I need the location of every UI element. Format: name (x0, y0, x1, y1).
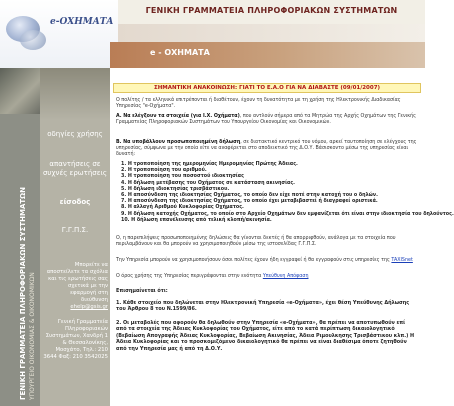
list-item: 5. Η δήλωση ιδιοκτησίας τρισβάστικου. (121, 186, 230, 192)
contact-info (42, 262, 108, 361)
changes-text: Ο, η παρεπιλήψεις προσωποποιημένης δηλώσεις θα γίνονται δεκτές ή θα απορριφθούν, ανάλογα με τα στοιχεία που περιλαμβάνουν και θα μπορούν να χρησιμοποιηθούν μέσω της ιστοσελίδας Γ.Γ.Π.Σ. (116, 236, 396, 248)
logo-text: e-ΟΧΗΜΑΤΑ (50, 17, 114, 27)
paragraph-b-rest: , σε διατακτικό κεντρικό του νόμου, αρκεί ταυτοποίηση σε ελέγχους της υπηρεσίας, σύμφωνα με την οποία είτε να αναφέρεται στο αποδεικτικό της Δ.Ο.Υ. Βάσισκοντο μέσω της υπηρεσίας είναι δυνατή: (116, 140, 417, 158)
paragraph-a-rest: , που αντλούν σήμερα από τα Μητρώα της Αρχής Οχημάτων της Γενικής Γραμματείας Πληροφοριακών Συστημάτων του Υπουργείου Οικονομίας και Οικονομικών. (116, 114, 416, 126)
service-options-list (121, 162, 454, 224)
list-item: 10. Η δήλωση επανέλευσης από τελική κλοπή/ακινησία. (121, 217, 272, 223)
sidebar-item-login[interactable]: είσοδος (59, 198, 91, 206)
contact-text: Μπορείτε να αποστείλετε τα σχόλια και τις ερωτήσεις σας σχετικά με την εφαρμογή στη διεύθυνση (46, 262, 108, 303)
list-item: 3. Η τροποποίηση του ποσοστού ιδιοκτησίας (121, 174, 244, 180)
list-item: 4. Η δήλωση μετέβασης του Οχήματος σε κατάσταση ακινησίας. (121, 180, 295, 186)
important-announcement-link[interactable]: ΣΗΜΑΝΤΙΚΗ ΑΝΑΚΟΙΝΩΣΗ: ΓΙΑΤΙ ΤΟ Ε.Α.Ο ΓΙΑ ΝΑ ΔΙΑΒΑΣΤΕ (09/01/2007) (113, 83, 421, 93)
note-1: 1. Κάθε στοιχείο που δηλώνεται στην Ηλεκτρονική Υπηρεσία «e-Οχήματα», έχει θέση Υπεύθυνης Δήλωσης του Άρθρου 8 του Ν.1599/86. (116, 300, 410, 313)
sidebar-item-instructions[interactable]: οδηγίες χρήσης (47, 130, 103, 138)
list-item: 2. Η τροποποίηση του αριθμού. (121, 168, 207, 174)
intro-text: Ο πολίτης / τα ελληνικά επιτρέπονται ή διαθέτουν, έχουν τη δυνατότητα με τη χρήση της Ηλεκτρονικής Διαδικασίας Υπηρεσίας "e-Οχήματα". (116, 98, 401, 110)
terms-text (116, 274, 418, 280)
header-photo (0, 68, 40, 114)
sidebar-header-image (40, 68, 110, 120)
sidebar-item-faq[interactable]: απαντήσεις σε συχνές ερωτήσεις (43, 160, 107, 177)
service-text-body: Την Υπηρεσία μπορούν να χρησιμοποιήσουν όσοι πολίτες έχουν ήδη εγγραφεί ή θα εγγραφούν στις υπηρεσίες της (116, 258, 390, 263)
terms-link[interactable]: Υπεύθυνη Απόφαση (262, 274, 309, 279)
globe-icon (20, 30, 46, 50)
list-item: 6. Η αποσύνδεση της ιδιοκτησίας Οχήματος, το οποίο δεν είχε ποτέ στην κατοχή του ο δηλών. (121, 193, 378, 199)
section-title: e - ΟΧΗΜΑΤΑ (150, 48, 210, 57)
banner-title: ΓΕΝΙΚΗ ΓΡΑΜΜΑΤΕΙΑ ΠΛΗΡΟΦΟΡΙΑΚΩΝ ΣΥΣΤΗΜΑΤΩΝ (145, 6, 398, 15)
taxisnet-link[interactable]: TAXISnet (391, 258, 413, 263)
list-item: 1. Η τροποποίηση της ημερομηνίας Ημερομηνίας Πρώτης Άδειας. (121, 162, 298, 167)
contact-address: Γενική Γραμματεία Πληροφοριακών Συστημάτων, Χανδρή 1 & Θεσσαλονίκης, Μοσχάτο, Τηλ.: 210 3644 Φαξ: 210 3542025 (43, 319, 108, 360)
sidebar-item-gsis[interactable]: Γ.Γ.Π.Σ. (61, 226, 89, 234)
note-label: Επισημαίνεται ότι: (116, 288, 168, 294)
logo[interactable] (0, 0, 118, 68)
contact-email-link[interactable]: ehelp@gsis.gr (70, 304, 108, 310)
note-2: 2. Οι μεταβολές που αφορούν θα δηλωθούν στην Υπηρεσία «e-Οχήματα», θα πρέπει να αποτυπωθούν επί από τα στοιχεία της Άδειας Κυκλοφορίας του Οχήματος, είτε από το κατά περίπτωση δικαιολογητικό (Βεβαίωση Απογραφής Άδειας Κυκλοφορίας, Βεβαίωση Ακινησίας, Άδεια Ριμουλκησης Τρισβάστικου κλπ.) Η Άδεια Κυκλοφορίας και το προσκομιζόμενο δικαιολογητικό θα πρέπει να είναι διαθέσιμα όποτε ζητηθούν από την Υπηρεσία μας ή από τη Δ.Ο.Υ. (116, 320, 415, 352)
list-item: 8. Η αλλαγή Αριθμού Κυκλοφορίας Οχήματος. (121, 205, 244, 211)
paragraph-b-lead: Β. Να υποβάλλουν προσωποποιημένη δήλωση (116, 140, 241, 145)
terms-text-body: Ο όρος χρήσης της Υπηρεσίας περιγράφονται στην ενότητα (116, 274, 262, 279)
top-banner (118, 0, 425, 25)
paragraph-a (116, 114, 418, 126)
paragraph-b (116, 140, 418, 159)
service-text (116, 258, 418, 264)
vertical-subtitle: ΥΠΟΥΡΓΕΙΟ ΟΙΚΟΝΟΜΙΑΣ & ΟΙΚΟΝΟΜΙΚΩΝ (29, 272, 36, 400)
paragraph-a-lead: Α. Να ελέγξουν τα στοιχεία (για Ι.Χ. Οχήματα) (116, 114, 240, 119)
list-item: 9. Η δήλωση κατοχής Οχήματος, το οποίο στο Αρχείο Οχημάτων δεν εμφανίζεται ότι είναι στην ιδιοκτησία του δηλούντος. (121, 211, 454, 217)
banner-strip (118, 24, 425, 42)
list-item: 7. Η αποσύνδεση της ιδιοκτησίας Οχήματος, το οποίο έχει μεταβιβαστεί ή διαγραφεί οριστικά. (121, 199, 378, 205)
